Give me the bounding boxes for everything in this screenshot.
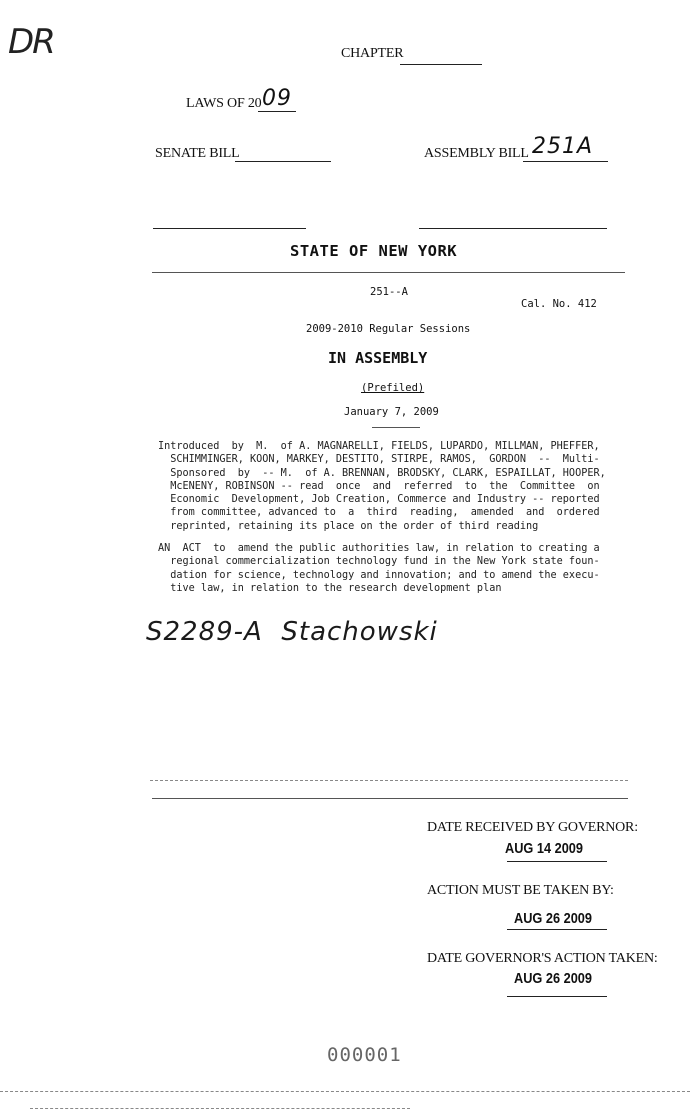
laws-year: 09	[262, 86, 292, 111]
chapter-label: CHAPTER	[341, 46, 404, 61]
introduced-line: Introduced by M. of A. MAGNARELLI, FIELDS, LUPARDO, MILLMAN, PHEFFER,	[158, 441, 600, 452]
action-taken-blank	[507, 996, 607, 997]
act-line: tive law, in relation to the research development plan	[158, 582, 502, 594]
introduced-paragraph	[158, 440, 606, 533]
received-label: DATE RECEIVED BY GOVERNOR:	[427, 820, 638, 835]
assembly-bill-label: ASSEMBLY BILL	[424, 146, 529, 161]
assembly-bill-blank	[523, 161, 608, 162]
date-rule	[372, 427, 420, 428]
act-line: dation for science, technology and innovation; and to amend the execu-	[158, 569, 600, 581]
chapter-blank	[400, 64, 482, 65]
action-taken-stamp: AUG 26 2009	[514, 970, 592, 987]
scan-edge-line	[0, 1091, 690, 1092]
bill-number: 251--A	[370, 286, 408, 298]
title-rule	[152, 272, 625, 273]
received-stamp: AUG 14 2009	[505, 840, 583, 857]
introduced-line: SCHIMMINGER, KOON, MARKEY, DESTITO, STIRPE, RAMOS, GORDON -- Multi-	[158, 454, 600, 466]
senate-bill-label: SENATE BILL	[155, 146, 240, 161]
scan-edge-line	[30, 1108, 410, 1109]
act-paragraph	[158, 542, 600, 595]
state-title: STATE OF NEW YORK	[290, 242, 458, 260]
act-line: regional commercialization technology fund in the New York state foun-	[158, 556, 600, 568]
session: 2009-2010 Regular Sessions	[306, 323, 471, 335]
action-taken-label: DATE GOVERNOR'S ACTION TAKEN:	[427, 951, 658, 966]
date: January 7, 2009	[344, 406, 439, 418]
action-due-label: ACTION MUST BE TAKEN BY:	[427, 883, 614, 898]
action-due-blank	[507, 929, 607, 930]
laws-label: LAWS OF 20	[186, 96, 262, 111]
introduced-line: McENENY, ROBINSON -- read once and referred to the Committee on	[158, 480, 600, 492]
senate-bill-blank	[235, 161, 331, 162]
received-blank	[507, 861, 607, 862]
scan-rule	[150, 780, 628, 781]
introduced-line: Economic Development, Job Creation, Commerce and Industry -- reported	[158, 494, 600, 506]
handwritten-initials: DR	[8, 22, 54, 62]
act-line: AN ACT to amend the public authorities law, in relation to creating a	[158, 543, 600, 554]
house-heading: IN ASSEMBLY	[328, 349, 428, 367]
introduced-line: reprinted, retaining its place on the order of third reading	[158, 520, 539, 532]
prefiled: (Prefiled)	[361, 382, 425, 394]
introduced-line: from committee, advanced to a third reading, amended and ordered	[158, 507, 600, 519]
page-number: 000001	[327, 1044, 402, 1066]
signature-line-left	[153, 228, 306, 229]
laws-year-blank	[258, 111, 296, 112]
calendar-number: Cal. No. 412	[521, 298, 597, 310]
introduced-line: Sponsored by -- M. of A. BRENNAN, BRODSKY, CLARK, ESPAILLAT, HOOPER,	[158, 467, 606, 479]
signature-line-right	[419, 228, 607, 229]
assembly-bill-number: 251A	[532, 134, 594, 159]
action-due-stamp: AUG 26 2009	[514, 910, 592, 927]
scan-rule	[152, 798, 628, 799]
handwritten-note: S2289-A Stachowski	[146, 617, 438, 647]
